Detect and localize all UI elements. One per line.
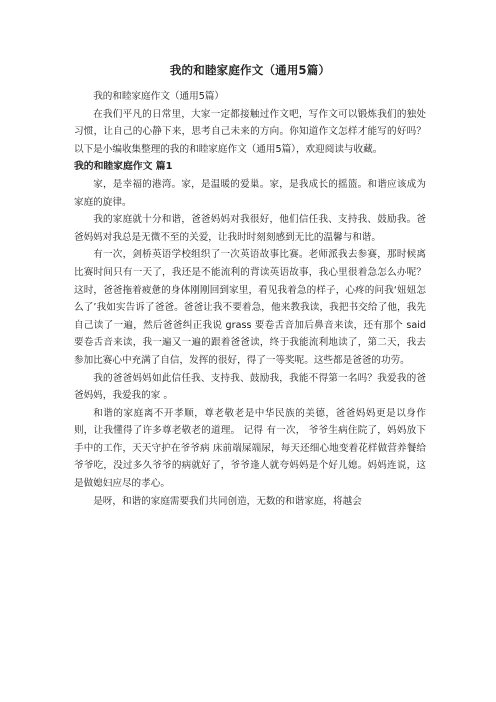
document-title: 我的和睦家庭作文（通用5篇） <box>169 63 331 77</box>
intro-line: 我的和睦家庭作文（通用5篇） <box>93 91 225 102</box>
body-paragraph: 是呀，和谐的家庭需要我们共同创造，无数的和谐家庭，将越会 <box>93 495 362 507</box>
body-paragraph: 有一次，剑桥英语学校组织了一次英语故事比赛。老师派我去参赛，那时候离比赛时间只有一天了，我还是不能流利的背读英语故事，我心里很着急怎么办呢？这时，爸爸拖着疲惫的身体刚刚回到家里，看见我着急的样子，心疼的问我‘妞妞怎么了’我如实告诉了爸爸。爸爸让我不要着急，他来教我读，我把书交给了他，我先自己读了一遍，然后爸爸纠正我说 grass 要卷舌音加后鼻音来读，还有那个 said 要卷舌音来读，我一遍又一遍的跟着爸爸读，终于我能流利地读了，第二天，我去参加比赛心中充满了自信，发挥的很好，得了一等奖呢。这些都是爸爸的功劳。 <box>74 249 426 366</box>
body-paragraph: 和谐的家庭离不开孝顺，尊老敬老是中华民族的美德，爸爸妈妈更是以身作则，让我懂得了许多尊老敬老的道理。 记得 有一次， 爷爷生病住院了，妈妈放下手中的工作，天天守护在爷爷病 床前端屎端尿，每天还细心地变着花样做营养餐给爷爷吃，没过多久爷爷的病就好了，爷爷逢人就夸妈妈是个好儿媳。妈妈连说，这是做媳妇应尽的孝心。 <box>74 407 426 490</box>
body-paragraph: 我的爸爸妈妈如此信任我、支持我、鼓励我，我能不得第一名吗？我爱我的爸爸妈妈，我爱我的家 。 <box>74 372 426 402</box>
document-page <box>74 62 426 510</box>
body-paragraph: 家，是幸福的港湾。家，是温暖的爱巢。家，是我成长的摇篮。和谐应该成为家庭的旋律。 <box>74 178 426 208</box>
body-paragraph: 我的家庭就十分和谐，爸爸妈妈对我很好，他们信任我、支持我、鼓励我。爸爸妈妈对我总是无微不至的关爱，让我时时刻刻感到无比的温馨与和谐。 <box>74 214 426 243</box>
intro-paragraph: 在我们平凡的日常里，大家一定都接触过作文吧，写作文可以锻炼我们的独处习惯，让自己的心静下来，思考自己未来的方向。你知道作文怎样才能写的好吗？以下是小编收集整理的我的和睦家庭作文（通用5篇），欢迎阅读与收藏。 <box>74 108 426 155</box>
section-heading: 我的和睦家庭作文 篇1 <box>74 161 173 173</box>
